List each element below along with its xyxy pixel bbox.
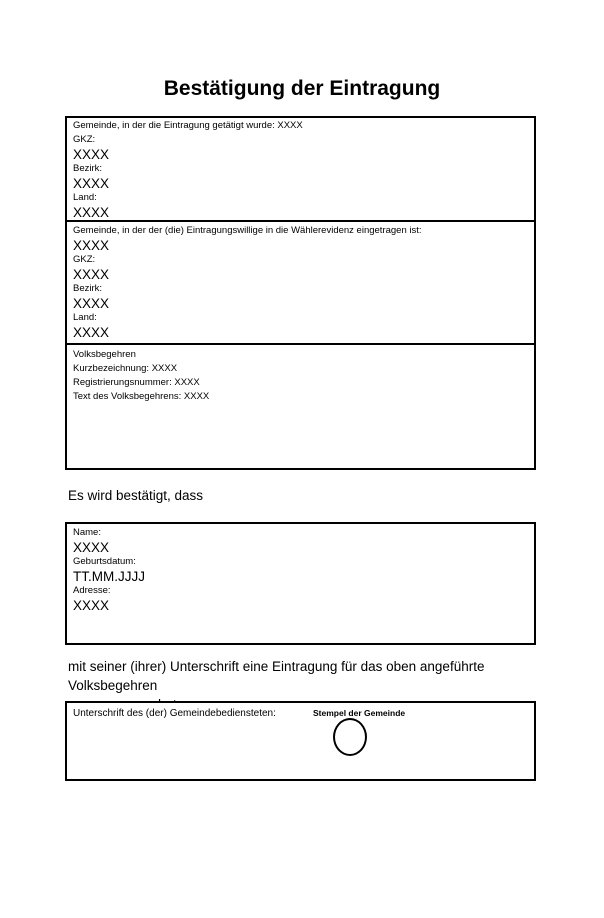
- field-value-land: XXXX: [73, 205, 110, 220]
- field-value-bezirk: XXXX: [73, 176, 110, 191]
- entry-details-box: [65, 116, 536, 470]
- volksbegehren-short-name-line: Kurzbezeichnung: XXXX: [73, 363, 178, 374]
- field-value-geburtsdatum: TT.MM.JJJJ: [73, 569, 145, 584]
- section-volksbegehren: [67, 345, 534, 468]
- field-value-gkz: XXXX: [73, 147, 110, 162]
- field-label-land: Land:: [73, 312, 97, 323]
- entry-municipality-line: Gemeinde, in der die Eintragung getätigt wurde: XXXX: [73, 120, 303, 131]
- volksbegehren-text-line: Text des Volksbegehrens: XXXX: [73, 391, 210, 402]
- field-label-geburtsdatum: Geburtsdatum:: [73, 556, 136, 567]
- field-label-land: Land:: [73, 192, 97, 203]
- volksbegehren-heading: Volksbegehren: [73, 349, 136, 360]
- evidence-municipality-heading: Gemeinde, in der der (die) Eintragungswillige in die Wählerevidenz eingetragen ist:: [73, 225, 422, 236]
- signature-box: [65, 701, 536, 781]
- field-label-bezirk: Bezirk:: [73, 283, 103, 294]
- field-label-adresse: Adresse:: [73, 585, 111, 596]
- section-entry-municipality: [67, 118, 534, 220]
- stamp-circle: [333, 718, 367, 756]
- section-evidence-municipality: [67, 222, 534, 343]
- field-value-bezirk: XXXX: [73, 296, 110, 311]
- field-value-gkz: XXXX: [73, 267, 110, 282]
- field-value-land: XXXX: [73, 325, 110, 340]
- evidence-municipality-value: XXXX: [73, 238, 110, 253]
- field-label-gkz: GKZ:: [73, 254, 96, 265]
- field-value-adresse: XXXX: [73, 598, 110, 613]
- confirmation-body-line1: mit seiner (ihrer) Unterschrift eine Eintragung für das oben angeführte Volksbegehren: [68, 659, 485, 693]
- field-label-bezirk: Bezirk:: [73, 163, 103, 174]
- person-details-box: [65, 522, 536, 645]
- volksbegehren-registration-line: Registrierungsnummer: XXXX: [73, 377, 200, 388]
- stamp-label: Stempel der Gemeinde: [313, 708, 406, 718]
- field-label-gkz: GKZ:: [73, 134, 96, 145]
- page-title: Bestätigung der Eintragung: [163, 77, 441, 100]
- field-value-name: XXXX: [73, 540, 110, 555]
- confirmation-intro-text: Es wird bestätigt, dass: [68, 488, 204, 503]
- signature-label: Unterschrift des (der) Gemeindebediensteten:: [73, 708, 276, 719]
- field-label-name: Name:: [73, 527, 101, 538]
